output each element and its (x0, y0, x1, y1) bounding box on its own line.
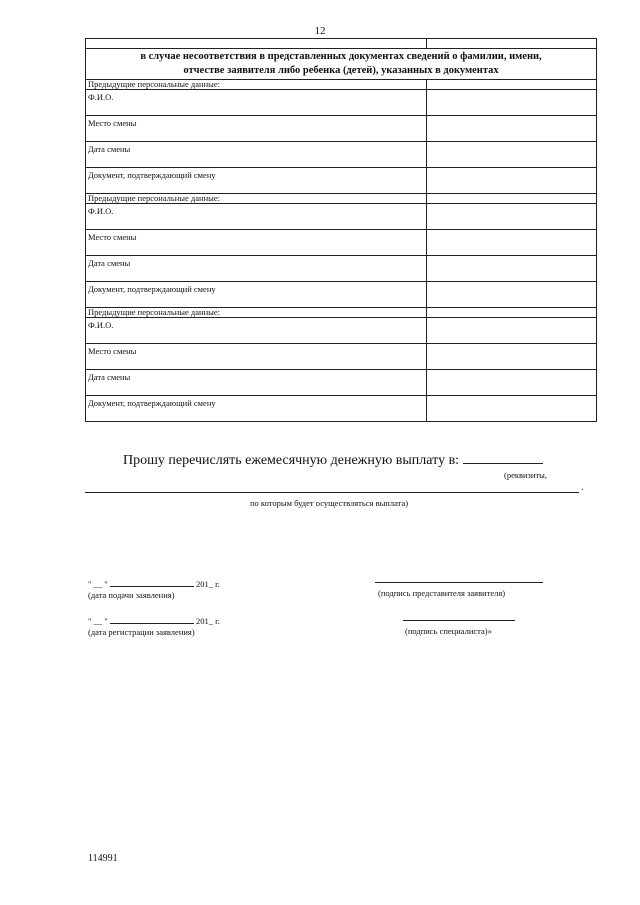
value-cell[interactable] (427, 80, 597, 90)
requisites-field[interactable] (463, 449, 543, 464)
table-row (86, 90, 597, 116)
field-label: Документ, подтверждающий смену (86, 168, 427, 194)
value-cell[interactable] (427, 116, 597, 142)
table-row (86, 116, 597, 142)
field-label: Ф.И.О. (86, 318, 427, 344)
specialist-signature-line[interactable] (403, 620, 515, 621)
table-cell (86, 39, 427, 49)
table-row (86, 370, 597, 396)
value-cell[interactable] (427, 282, 597, 308)
representative-signature-caption: (подпись представителя заявителя) (378, 588, 506, 598)
group-header: Предыдущие персональные данные: (86, 194, 427, 204)
quote-close: " (104, 616, 108, 626)
quote-open: " (88, 579, 92, 589)
registration-date-caption: (дата регистрации заявления) (88, 627, 195, 637)
specialist-signature-caption: (подпись специалиста)» (405, 626, 492, 636)
table-heading-line1: в случае несоответствия в представленных документах сведений о фамилии, имени, (140, 51, 542, 62)
table-row (86, 204, 597, 230)
filing-date-field (88, 577, 220, 589)
value-cell[interactable] (427, 308, 597, 318)
year-text: 201_ г. (195, 616, 220, 626)
payment-request (123, 449, 543, 469)
field-label: Документ, подтверждающий смену (86, 282, 427, 308)
group-header: Предыдущие персональные данные: (86, 308, 427, 318)
value-cell[interactable] (427, 344, 597, 370)
value-cell[interactable] (427, 396, 597, 422)
quote-close: " (104, 579, 108, 589)
table-row (86, 282, 597, 308)
representative-signature-line[interactable] (375, 582, 543, 583)
value-cell[interactable] (427, 204, 597, 230)
table-top-row (86, 39, 597, 49)
group-header-row (86, 80, 597, 90)
field-label: Ф.И.О. (86, 90, 427, 116)
field-label: Дата смены (86, 256, 427, 282)
month-line[interactable] (110, 577, 194, 587)
field-label: Место смены (86, 344, 427, 370)
table-row (86, 168, 597, 194)
field-label: Документ, подтверждающий смену (86, 396, 427, 422)
table-heading-row (86, 49, 597, 80)
quote-open: " (88, 616, 92, 626)
field-label: Дата смены (86, 142, 427, 168)
payment-request-text: Прошу перечислять ежемесячную денежную выплату в: (123, 453, 460, 468)
page-number: 12 (314, 25, 326, 37)
value-cell[interactable] (427, 256, 597, 282)
field-label: Ф.И.О. (86, 204, 427, 230)
value-cell[interactable] (427, 168, 597, 194)
filing-date-caption: (дата подачи заявления) (88, 590, 175, 600)
value-cell[interactable] (427, 230, 597, 256)
value-cell[interactable] (427, 370, 597, 396)
day-blank[interactable]: __ (93, 579, 103, 589)
table-row (86, 256, 597, 282)
year-text: 201_ г. (195, 579, 220, 589)
table-cell (427, 39, 597, 49)
field-label: Место смены (86, 230, 427, 256)
day-blank[interactable]: __ (93, 616, 103, 626)
value-cell[interactable] (427, 194, 597, 204)
value-cell[interactable] (427, 142, 597, 168)
field-label: Место смены (86, 116, 427, 142)
requisites-line[interactable] (85, 492, 579, 493)
table-row (86, 396, 597, 422)
document-code: 114991 (88, 853, 118, 864)
line-end-dot: . (581, 482, 584, 493)
requisites-label: (реквизиты, (504, 470, 548, 480)
table-heading-line2: отчестве заявителя либо ребенка (детей), указанных в документах (183, 65, 499, 76)
value-cell[interactable] (427, 90, 597, 116)
personal-data-table (85, 38, 597, 422)
table-row (86, 344, 597, 370)
table-heading (86, 49, 597, 80)
payment-note: по которым будет осуществляться выплата) (250, 498, 409, 508)
group-header: Предыдущие персональные данные: (86, 80, 427, 90)
table-row (86, 142, 597, 168)
value-cell[interactable] (427, 318, 597, 344)
month-line[interactable] (110, 614, 194, 624)
group-header-row (86, 194, 597, 204)
registration-date-field (88, 614, 220, 626)
table-row (86, 230, 597, 256)
group-header-row (86, 308, 597, 318)
table-row (86, 318, 597, 344)
field-label: Дата смены (86, 370, 427, 396)
